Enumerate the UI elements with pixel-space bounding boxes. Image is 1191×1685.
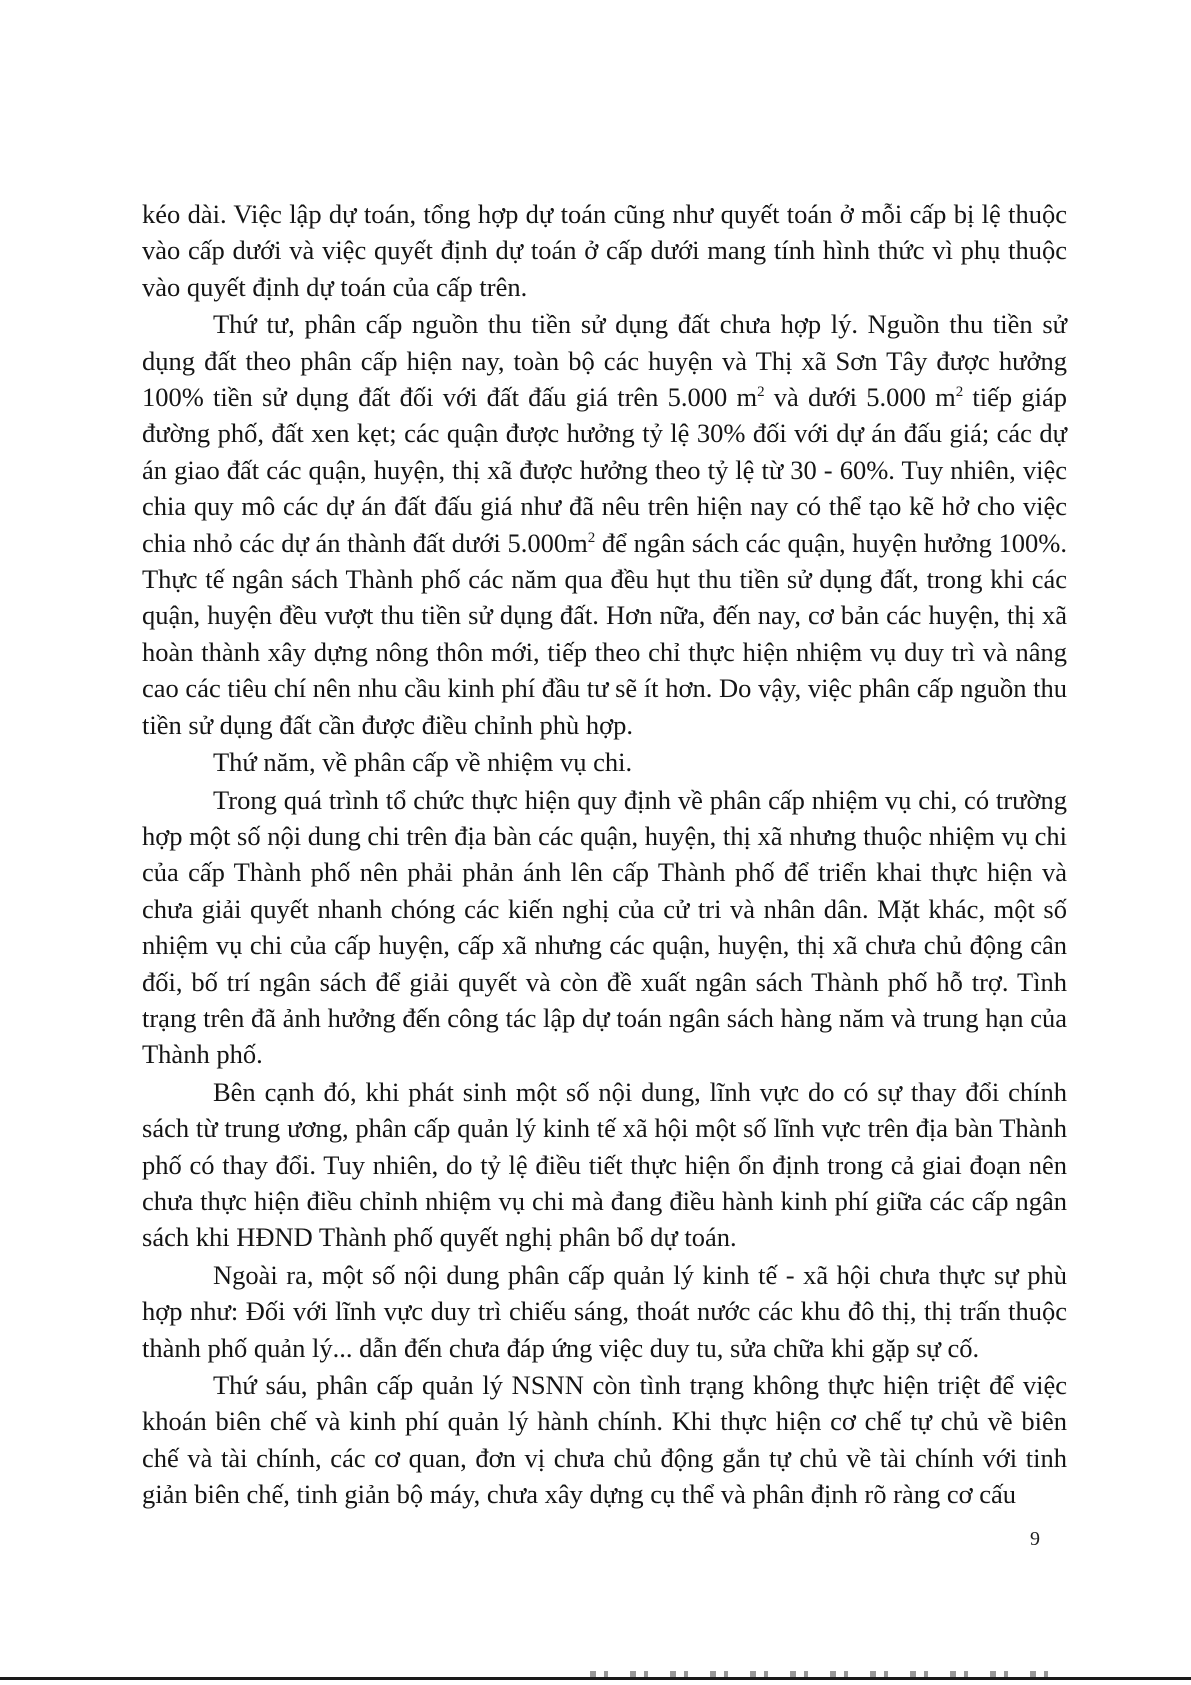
paragraph-additionally: Ngoài ra, một số nội dung phân cấp quản lý kinh tế - xã hội chưa thực sự phù hợp như: Đối với lĩnh vực duy trì chiếu sáng, thoát nước các khu đô thị, thị trấn thuộc thành phố quản lý... dẫn đến chưa đáp ứng việc duy tu, sửa chữa khi gặp sự cố. bbox=[142, 1259, 1067, 1363]
paragraph-policy-changes: Bên cạnh đó, khi phát sinh một số nội dung, lĩnh vực do có sự thay đổi chính sách từ trung ương, phân cấp quản lý kinh tế xã hội một số lĩnh vực trên địa bàn Thành phố có thay đổi. Tuy nhiên, do tỷ lệ điều tiết thực hiện ổn định trong cả giai đoạn nên chưa thực hiện điều chỉnh nhiệm vụ chi mà đang điều hành kinh phí giữa các cấp ngân sách khi HĐND Thành phố quyết nghị phân bổ dự toán. bbox=[142, 1076, 1067, 1253]
paragraph-heading-spending: Thứ năm, về phân cấp về nhiệm vụ chi. bbox=[213, 747, 633, 778]
paragraph-sixth: Thứ sáu, phân cấp quản lý NSNN còn tình trạng không thực hiện triệt để việc khoán biên chế và kinh phí quản lý hành chính. Khi thực hiện cơ chế tự chủ về biên chế và tài chính, các cơ quan, đơn vị chưa chủ động gắn tự chủ về tài chính với tinh giản biên chế, tinh giản bộ máy, chưa xây dựng cụ thể và phân định rõ ràng cơ cấu bbox=[142, 1370, 1067, 1510]
paragraph-land-revenue: Thứ tư, phân cấp nguồn thu tiền sử dụng đất chưa hợp lý. Nguồn thu tiền sử dụng đất theo phân cấp hiện nay, toàn bộ các huyện và Thị xã Sơn Tây được hưởng 100% tiền sử dụng đất đối với đất đấu giá trên 5.000 $m^2$ và dưới 5.000 $m^2$ tiếp giáp đường phố, đất xen kẹt; các quận được hưởng tỷ lệ 30% đối với dự án đấu giá; các dự án giao đất các quận, huyện, thị xã được hưởng theo tỷ lệ từ 30 - 60%. Tuy nhiên, việc chia quy mô các dự án đất đấu giá như đã nêu trên hiện nay có thể tạo kẽ hở cho việc chia nhỏ các dự án thành đất dưới $5.000m^2$ để ngân sách các quận, huyện hưởng 100%. Thực tế ngân sách Thành phố các năm qua đều hụt thu tiền sử dụng đất, trong khi các quận, huyện đều vượt thu tiền sử dụng đất. Hơn nữa, đến nay, cơ bản các huyện, thị xã hoàn thành xây dựng nông thôn mới, tiếp theo chỉ thực hiện nhiệm vụ duy trì và nâng cao các tiêu chí nên nhu cầu kinh phí đầu tư sẽ ít hơn. Do vậy, việc phân cấp nguồn thu tiền sử dụng đất cần được điều chỉnh phù hợp. bbox=[142, 309, 1067, 740]
paragraph-continuation: kéo dài. Việc lập dự toán, tổng hợp dự toán cũng như quyết toán ở mỗi cấp bị lệ thuộc vào cấp dưới và việc quyết định dự toán ở cấp dưới mang tính hình thức vì phụ thuộc vào quyết định dự toán của cấp trên. bbox=[142, 199, 1067, 302]
page-body bbox=[142, 196, 1067, 1513]
page-number: 9 bbox=[1030, 1528, 1040, 1550]
paragraph-spending-tasks: Trong quá trình tổ chức thực hiện quy định về phân cấp nhiệm vụ chi, có trường hợp một số nội dung chi trên địa bàn các quận, huyện, thị xã nhưng thuộc nhiệm vụ chi của cấp Thành phố nên phải phản ánh lên cấp Thành phố để triển khai thực hiện và chưa giải quyết nhanh chóng các kiến nghị của cử tri và nhân dân. Mặt khác, một số nhiệm vụ chi của cấp huyện, cấp xã nhưng các quận, huyện, thị xã chưa chủ động cân đối, bố trí ngân sách để giải quyết và còn đề xuất ngân sách Thành phố hỗ trợ. Tình trạng trên đã ảnh hưởng đến công tác lập dự toán ngân sách hàng năm và trung hạn của Thành phố. bbox=[142, 784, 1067, 1070]
bottom-rule bbox=[0, 1677, 1191, 1680]
